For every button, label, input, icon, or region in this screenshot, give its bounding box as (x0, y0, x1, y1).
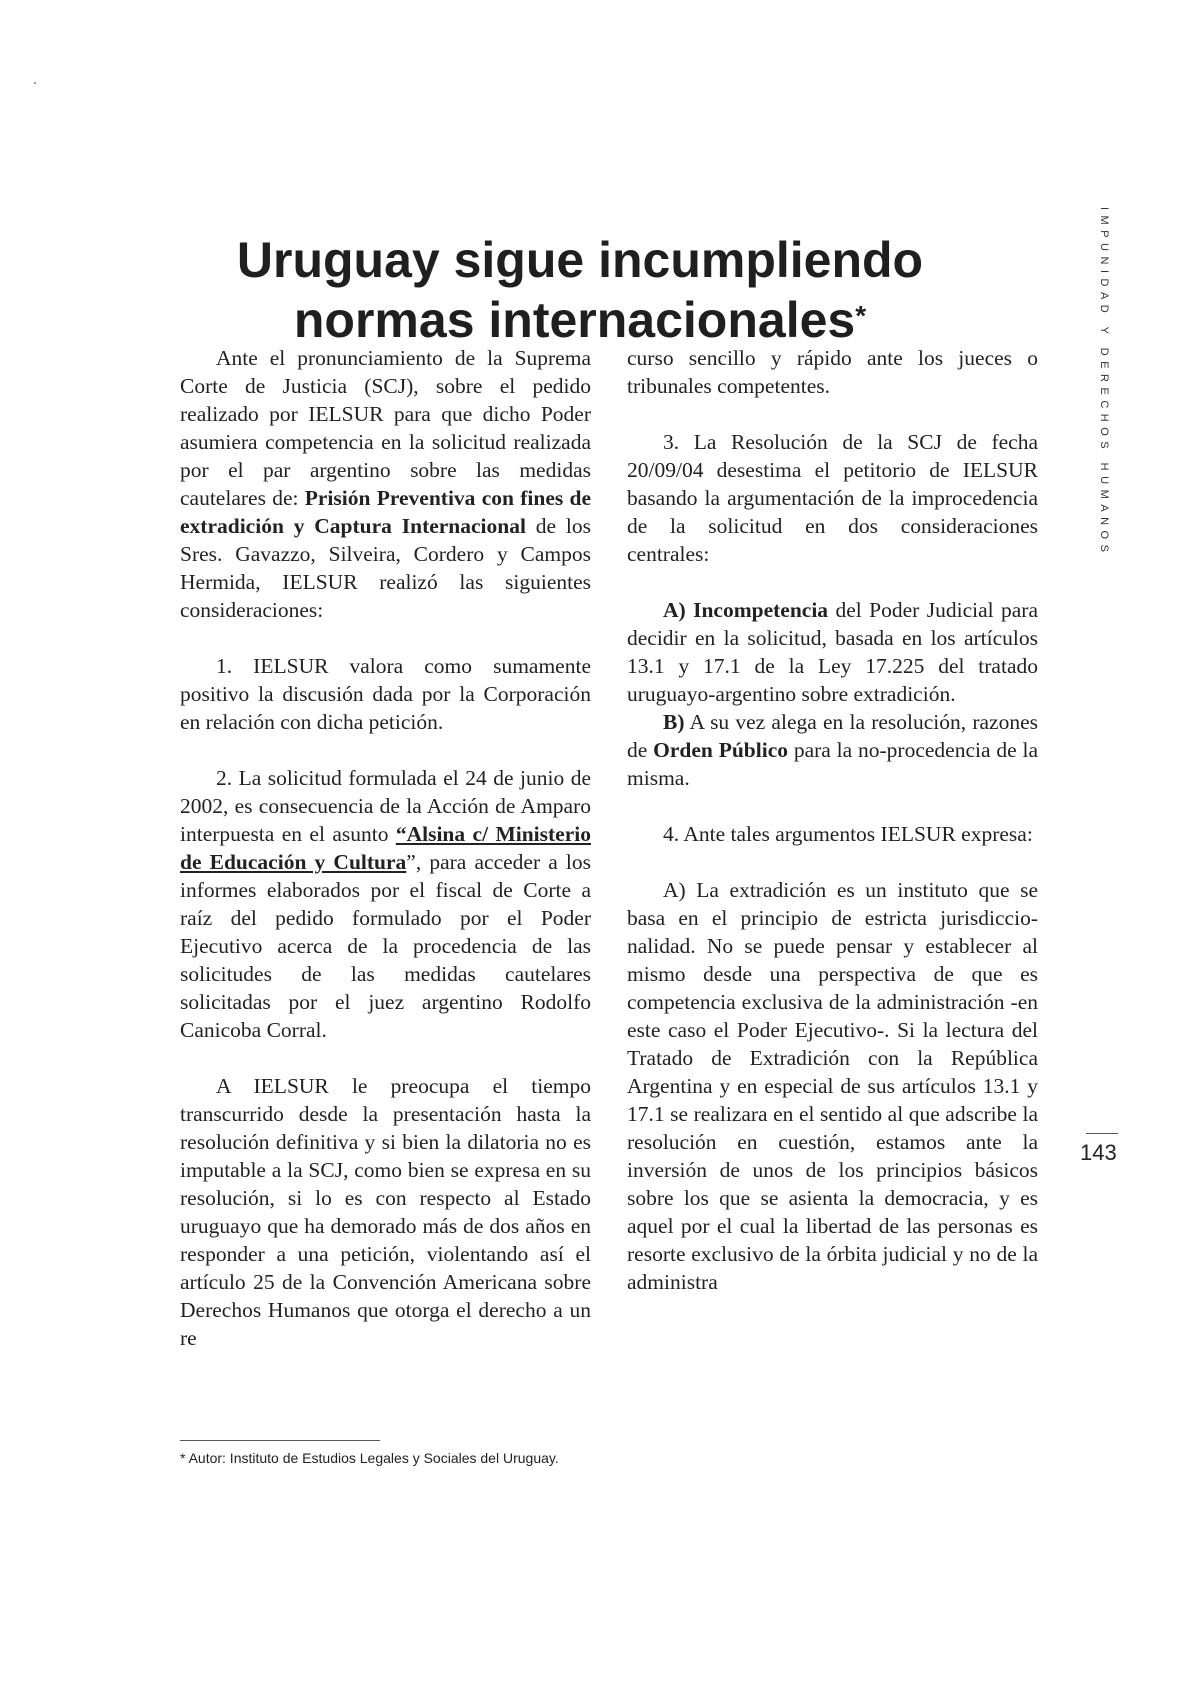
paragraph-point-2 (180, 764, 591, 1044)
case-name-underlined: “Alsina c/ Ministerio de Educación y Cultura (180, 822, 591, 874)
point-b-label: B) (663, 710, 685, 734)
intro-bold-measures: Prisión Preventiva con fines de extradición y Captura Internacional (180, 486, 591, 538)
intro-text: Ante el pronunciamiento de la Suprema Corte de Justicia (SCJ), sobre el pedido realizado por IELSUR para que dicho Poder asumiera competencia en la solicitud realizada por el par argentino sobre las medidas cautelares de: (180, 346, 591, 510)
page-number: 143 (1080, 1140, 1117, 1165)
paragraph-extradition: A) La extradición es un instituto que se basa en el principio de estricta jurisdiccionalidad. No se puede pensar y establecer al mismo desde una perspectiva de que es competencia exclusiva de la administración -en este caso el Poder Ejecutivo-. Si la lectura del Tratado de Extradición con la República Argentina y en especial de sus artículos 13.1 y 17.1 se realizara en el sentido al que adscribe la resolución en cuestión, estamos ante la inversión de unos de los principios básicos sobre los que se asienta la democracia, y es aquel por el cual la libertad de las personas es resorte exclusivo de la órbita judicial y no de la administra (627, 878, 1038, 1294)
paragraph-point-b (627, 708, 1038, 792)
point-2-text-end: ”, para acceder a los informes elaborados por el fiscal de Corte a raíz del pedido formulado por el Poder Ejecutivo acerca de la procedencia de las solicitudes de las medidas cautelares solicitadas por el juez argentino Rodolfo Canicoba Corral. (180, 850, 592, 1042)
intro-text-end: de los Sres. Gavazzo, Silveira, Cordero y Campos Hermida, IELSUR realizó las siguientes consideraciones: (180, 514, 591, 622)
point-b-text-end: para la no-procedencia de la misma. (627, 738, 1039, 790)
paragraph-continuation: curso sencillo y rápido ante los jueces o tribunales competentes. (627, 346, 1038, 398)
right-column (627, 344, 1038, 1296)
incompetencia-bold: A) Incompetencia (663, 598, 829, 622)
paragraph-point-3: 3. La Resolución de la SCJ de fecha 20/09/04 desestima el petitorio de IELSUR basando la argumentación de la improcedencia de la solicitud en dos consideraciones centrales: (627, 430, 1038, 566)
title-line-2: normas internacionales (293, 291, 856, 348)
point-a-text: del Poder Judicial para decidir en la solicitud, basada en los artículos 13.1 y 17.1 de la Ley 17.225 del tratado uruguayo-argentino sobre extradición. (627, 598, 1039, 706)
side-running-head: IMPUNIDAD Y DERECHOS HUMANOS (1098, 207, 1110, 558)
paragraph-concern: A IELSUR le preocupa el tiempo transcurrido desde la presentación hasta la resolución definitiva y si bien la dilatoria no es imputable a la SCJ, como bien se expresa en su resolución, si lo es con respecto al Estado uruguayo que ha demorado más de dos años en responder a una petición, violentando así el artículo 25 de la Convención Americana sobre Derechos Humanos que otorga el derecho a un re (180, 1074, 591, 1350)
title-line-1: Uruguay sigue incumpliendo (236, 231, 924, 288)
orden-publico-bold: Orden Público (653, 738, 788, 762)
page-title (180, 230, 980, 350)
point-2-text: 2. La solicitud formulada el 24 de junio de 2002, es consecuencia de la Acción de Amparo interpuesta en el asunto (180, 766, 591, 846)
paragraph-point-1: 1. IELSUR valora como sumamente positivo la discusión dada por la Corporación en relación con dicha petición. (180, 654, 591, 734)
point-b-text: A su vez alega en la resolución, razones de (627, 710, 1038, 762)
footnote-rule (180, 1440, 380, 1441)
left-column (180, 344, 591, 1352)
paragraph-point-a (627, 596, 1038, 708)
page-number-rule (1086, 1133, 1118, 1134)
paragraph-point-4: 4. Ante tales argumentos IELSUR expresa: (663, 822, 1033, 846)
footnote: * Autor: Instituto de Estudios Legales y Sociales del Uruguay. (180, 1450, 559, 1466)
scan-speck (34, 82, 36, 84)
paragraph-intro (180, 344, 591, 624)
title-footnote-mark: * (855, 299, 867, 331)
